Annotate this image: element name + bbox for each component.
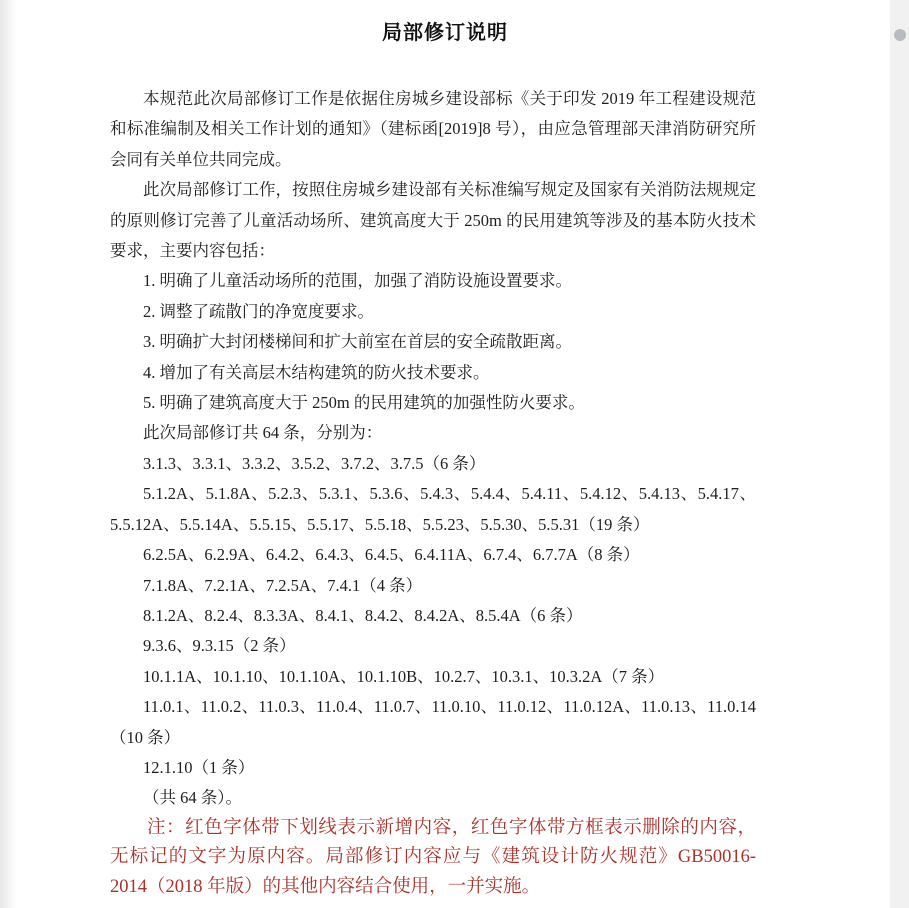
scrollbar-thumb[interactable] [894,29,906,41]
revision-line: 12.1.10（1 条） [143,757,255,777]
revision-intro: 此次局部修订共 64 条，分别为： [143,423,383,443]
revision-line: 3.1.3、3.3.1、3.3.2、3.5.2、3.7.2、3.7.5（6 条） [143,453,486,473]
revision-line: 9.3.6、9.3.15（2 条） [143,636,296,656]
note-paragraph: 注：红色字体带下划线表示新增内容，红色字体带方框表示删除的内容，无标记的文字为原内容。局部修订内容应与《建筑设计防火规范》GB50016-2014（2018 年版）的其他内容结合使用，一并实施。 [110,817,756,897]
revision-line: 7.1.8A、7.2.1A、7.2.5A、7.4.1（4 条） [143,575,423,595]
list-item: 1. 明确了儿童活动场所的范围，加强了消防设施设置要求。 [143,271,572,291]
list-item: 5. 明确了建筑高度大于 250m 的民用建筑的加强性防火要求。 [143,393,585,413]
scrollbar-track[interactable] [890,0,909,908]
revision-line: 6.2.5A、6.2.9A、6.4.2、6.4.3、6.4.5、6.4.11A、6.7.4、6.7.7A（8 条） [143,545,640,565]
page-edge-shadow [0,0,16,908]
revision-line: 5.1.2A、5.1.8A、5.2.3、5.3.1、5.3.6、5.4.3、5.4.4、5.4.11、5.4.12、5.4.13、5.4.17、5.5.12A、5.5.14A、5.5.15、5.5.17、5.5.18、5.5.23、5.5.30、5.5.31（19 条） [110,484,756,534]
list-item: 3. 明确扩大封闭楼梯间和扩大前室在首层的安全疏散距离。 [143,332,572,352]
revision-line: 11.0.1、11.0.2、11.0.3、11.0.4、11.0.7、11.0.10、11.0.12、11.0.12A、11.0.13、11.0.14（10 条） [110,697,756,747]
revision-line: 10.1.1A、10.1.10、10.1.10A、10.1.10B、10.2.7、10.3.1、10.3.2A（7 条） [143,666,665,686]
paragraph: 本规范此次局部修订工作是依据住房城乡建设部标《关于印发 2019 年工程建设规范和标准编制及相关工作计划的通知》（建标函[2019]8 号），由应急管理部天津消防研究所会同有关单位共同完成。 [110,89,756,169]
list-item: 2. 调整了疏散门的净宽度要求。 [143,301,374,321]
list-item: 4. 增加了有关高层木结构建筑的防火技术要求。 [143,362,490,382]
document-body [110,84,756,902]
page-title: 局部修订说明 [382,22,508,44]
revision-line: （共 64 条）。 [143,788,242,808]
paragraph: 此次局部修订工作，按照住房城乡建设部有关标准编写规定及国家有关消防法规规定的原则修订完善了儿童活动场所、建筑高度大于 250m 的民用建筑等涉及的基本防火技术要求，主要内容包括： [110,180,756,261]
revision-line: 8.1.2A、8.2.4、8.3.3A、8.4.1、8.4.2、8.4.2A、8.5.4A（6 条） [143,605,583,625]
